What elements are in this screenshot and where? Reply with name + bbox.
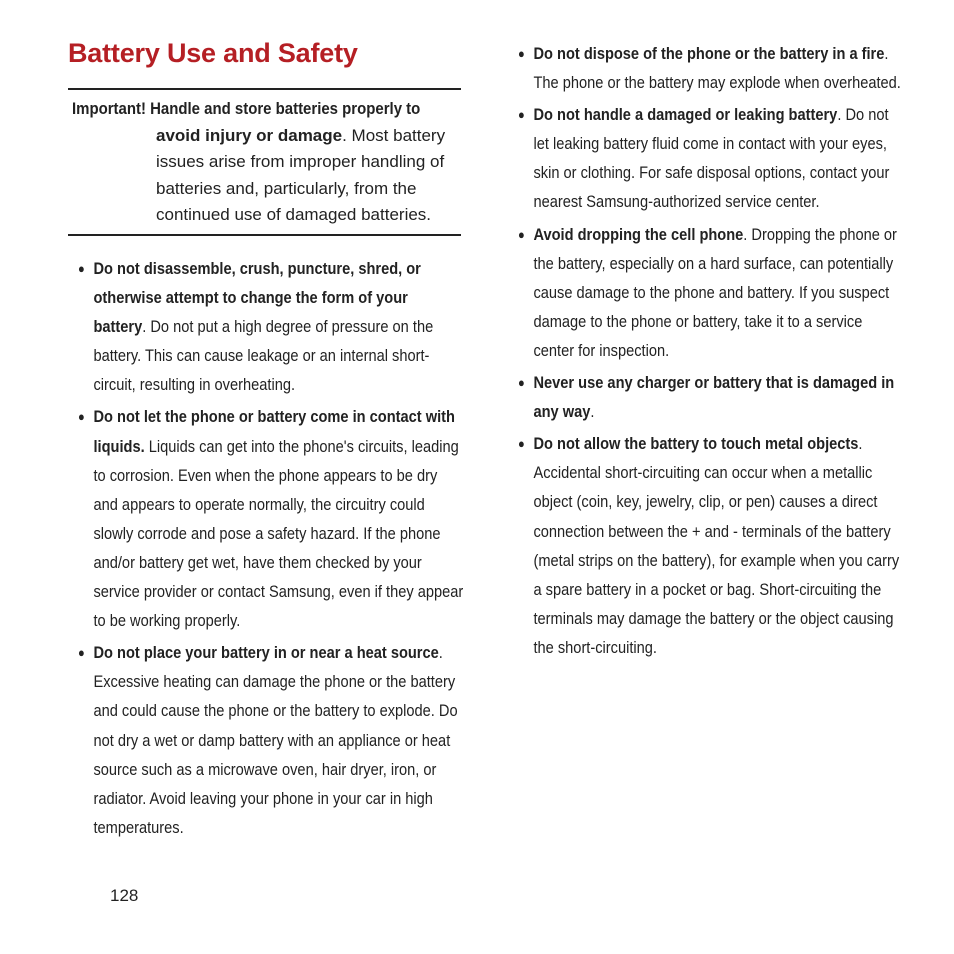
important-bold: avoid injury or damage — [156, 125, 343, 145]
list-item — [518, 220, 903, 365]
list-item-bold: Never use any charger or battery that is damaged in any way — [533, 373, 895, 422]
bullet-icon: ● — [518, 375, 525, 391]
list-item-text: . The phone or the battery may explode when overheated. — [533, 44, 901, 93]
page-number: 128 — [110, 886, 139, 905]
list-item-bold: Do not let the phone or battery come in contact with liquids. — [93, 407, 455, 456]
bullet-icon: ● — [78, 261, 85, 276]
important-text: . Most battery issues arise from improper handling of batteries and, particularly, from the continued use of damaged batteries. — [156, 125, 446, 224]
page-title: Battery Use and Safety — [68, 38, 358, 68]
list-item — [78, 402, 463, 635]
list-item-text: Liquids can get into the phone's circuits, leading to corrosion. Even when the phone appears to be dry and appears to operate normally, the circuitry could slowly corrode and pose a safety hazard. If the phone and/or battery get wet, have them checked by your service provider or contact Samsung, even if they appear to be working properly. — [93, 436, 464, 631]
list-item-text: . Accidental short-circuiting can occur when a metallic object (coin, key, jewelry, clip, or pen) causes a direct connection between the + and - terminals of the battery (metal strips on the battery), for example when you carry a spare battery in a pocket or bag. Short-circuiting the terminals may damage the battery or the object causing the short-circuiting. — [533, 434, 900, 657]
list-item-bold: Do not allow the battery to touch metal objects — [533, 434, 859, 454]
list-item — [518, 39, 903, 97]
bullet-icon: ● — [518, 226, 525, 242]
list-item-bold: Do not dispose of the phone or the battery in a fire — [533, 44, 885, 63]
list-item-bold: Do not place your battery in or near a heat source — [93, 643, 439, 663]
list-item — [518, 100, 903, 216]
left-column — [78, 254, 463, 845]
list-item-text: . Excessive heating can damage the phone or the battery and could cause the phone or the battery to explode. Do not dry a wet or damp battery with an appliance or heat source such as a microwave oven, hair dryer, iron, or radiator. Avoid leaving your phone in your car in high temperatures. — [93, 643, 458, 837]
list-item — [518, 429, 903, 662]
list-item-text: . Do not put a high degree of pressure on the battery. This can cause leakage or an internal short-circuit, resulting in overheating. — [93, 317, 434, 395]
important-body — [156, 123, 461, 229]
list-item — [78, 638, 463, 842]
bullet-icon: ● — [78, 409, 85, 425]
top-divider — [68, 88, 461, 90]
list-item-bold: Do not disassemble, crush, puncture, shred, or otherwise attempt to change the form of your battery — [93, 259, 421, 337]
bullet-icon: ● — [518, 436, 525, 452]
bullet-icon: ● — [518, 46, 525, 61]
list-item — [78, 254, 463, 399]
list-item-text: . — [590, 402, 595, 422]
list-item-bold: Avoid dropping the cell phone — [533, 224, 744, 244]
right-column — [518, 39, 903, 665]
bottom-divider — [68, 234, 461, 236]
important-note — [72, 96, 462, 229]
list-item-bold: Do not handle a damaged or leaking battery — [533, 105, 838, 125]
bullet-icon: ● — [78, 645, 85, 661]
list-item-text: . Dropping the phone or the battery, especially on a hard surface, can potentially cause damage to the phone and battery. If you suspect damage to the phone or battery, take it to a service center for inspection. — [533, 224, 897, 360]
list-item — [518, 368, 903, 426]
bullet-icon: ● — [518, 107, 525, 123]
important-lead: Important! Handle and store batteries properly to — [72, 99, 421, 118]
list-item-text: . Do not let leaking battery fluid come in contact with your eyes, skin or clothing. For safe disposal options, contact your nearest Samsung-authorized service center. — [533, 105, 890, 212]
